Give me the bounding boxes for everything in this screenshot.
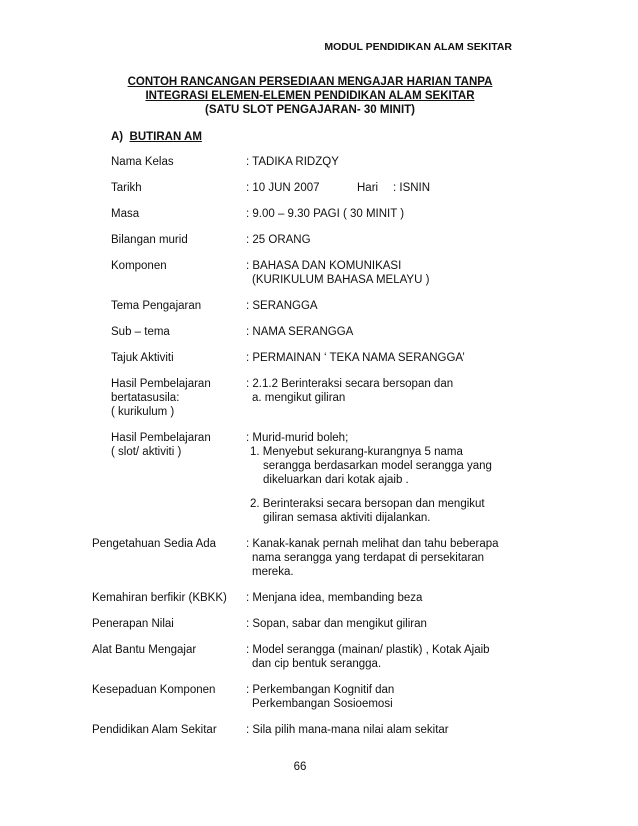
section-label: BUTIRAN AM bbox=[129, 131, 202, 143]
section-heading bbox=[111, 130, 202, 145]
page-number: 66 bbox=[293, 761, 307, 773]
value-tarikh: : 10 JUN 2007 bbox=[246, 182, 320, 194]
label-hasil1-line3: ( kurikulum ) bbox=[111, 406, 175, 418]
label-tajuk: Tajuk Aktiviti bbox=[111, 352, 174, 364]
value-kbkk: : Menjana idea, membanding beza bbox=[246, 592, 423, 604]
value-pengetahuan-3: mereka. bbox=[252, 566, 294, 578]
value-hasil1-line2: a. mengikut giliran bbox=[252, 392, 346, 404]
label-masa: Masa bbox=[111, 208, 140, 220]
label-hasil1-line2: bertatasusila: bbox=[111, 392, 180, 404]
value-hari: : ISNIN bbox=[393, 182, 431, 194]
value-nama-kelas: : TADIKA RIDZQY bbox=[246, 156, 339, 168]
value-komponen: : BAHASA DAN KOMUNIKASI bbox=[246, 260, 402, 272]
label-pengetahuan: Pengetahuan Sedia Ada bbox=[92, 538, 217, 550]
value-kesepaduan-2: Perkembangan Sosioemosi bbox=[252, 698, 393, 710]
title-line-2: INTEGRASI ELEMEN-ELEMEN PENDIDIKAN ALAM SEKITAR bbox=[145, 90, 475, 102]
value-pengetahuan-2: nama serangga yang terdapat di persekitaran bbox=[252, 552, 485, 564]
value-hasil2-line1: : Murid-murid boleh; bbox=[246, 432, 349, 444]
list-item-2a: 2. Berinteraksi secara bersopan dan mengikut bbox=[250, 498, 485, 510]
value-tema: : SERANGGA bbox=[246, 300, 318, 312]
value-masa: : 9.00 – 9.30 PAGI ( 30 MINIT ) bbox=[246, 208, 405, 220]
label-hasil2-line2: ( slot/ aktiviti ) bbox=[111, 446, 182, 458]
value-pengetahuan-1: : Kanak-kanak pernah melihat dan tahu beberapa bbox=[246, 538, 499, 550]
label-hari: Hari bbox=[357, 182, 379, 194]
value-pas: : Sila pilih mana-mana nilai alam sekitar bbox=[246, 724, 449, 736]
label-hasil1-line1: Hasil Pembelajaran bbox=[111, 378, 211, 390]
label-tarikh: Tarikh bbox=[111, 182, 142, 194]
label-pas: Pendidikan Alam Sekitar bbox=[92, 724, 217, 736]
title-line-3: (SATU SLOT PENGAJARAN- 30 MINIT) bbox=[205, 104, 415, 116]
title-line-1: CONTOH RANCANGAN PERSEDIAAN MENGAJAR HARIAN TANPA bbox=[127, 76, 493, 88]
label-kesepaduan: Kesepaduan Komponen bbox=[92, 684, 216, 696]
label-hasil2-line1: Hasil Pembelajaran bbox=[111, 432, 211, 444]
label-subtema: Sub – tema bbox=[111, 326, 170, 338]
list-item-1c: dikeluarkan dari kotak ajaib . bbox=[263, 474, 409, 486]
label-alat: Alat Bantu Mengajar bbox=[92, 644, 197, 656]
label-nama-kelas: Nama Kelas bbox=[111, 156, 174, 168]
value-alat-2: dan cip bentuk serangga. bbox=[252, 658, 382, 670]
value-tajuk: : PERMAINAN ‘ TEKA NAMA SERANGGA’ bbox=[246, 352, 465, 364]
value-hasil1-line1: : 2.1.2 Berinteraksi secara bersopan dan bbox=[246, 378, 454, 390]
value-komponen-2: (KURIKULUM BAHASA MELAYU ) bbox=[252, 274, 430, 286]
label-kbkk: Kemahiran berfikir (KBKK) bbox=[92, 592, 227, 604]
label-bilangan-murid: Bilangan murid bbox=[111, 234, 188, 246]
label-tema: Tema Pengajaran bbox=[111, 300, 202, 312]
list-item-1a: 1. Menyebut sekurang-kurangnya 5 nama bbox=[250, 446, 463, 458]
label-komponen: Komponen bbox=[111, 260, 167, 272]
value-alat-1: : Model serangga (mainan/ plastik) , Kotak Ajaib bbox=[246, 644, 490, 656]
value-subtema: : NAMA SERANGGA bbox=[246, 326, 354, 338]
list-item-2b: giliran semasa aktiviti dijalankan. bbox=[263, 512, 431, 524]
value-nilai: : Sopan, sabar dan mengikut giliran bbox=[246, 618, 427, 630]
running-header: MODUL PENDIDIKAN ALAM SEKITAR bbox=[324, 41, 512, 53]
value-bilangan-murid: : 25 ORANG bbox=[246, 234, 311, 246]
label-nilai: Penerapan Nilai bbox=[92, 618, 174, 630]
value-kesepaduan-1: : Perkembangan Kognitif dan bbox=[246, 684, 395, 696]
section-letter: A) bbox=[111, 131, 124, 143]
list-item-1b: serangga berdasarkan model serangga yang bbox=[263, 460, 492, 472]
